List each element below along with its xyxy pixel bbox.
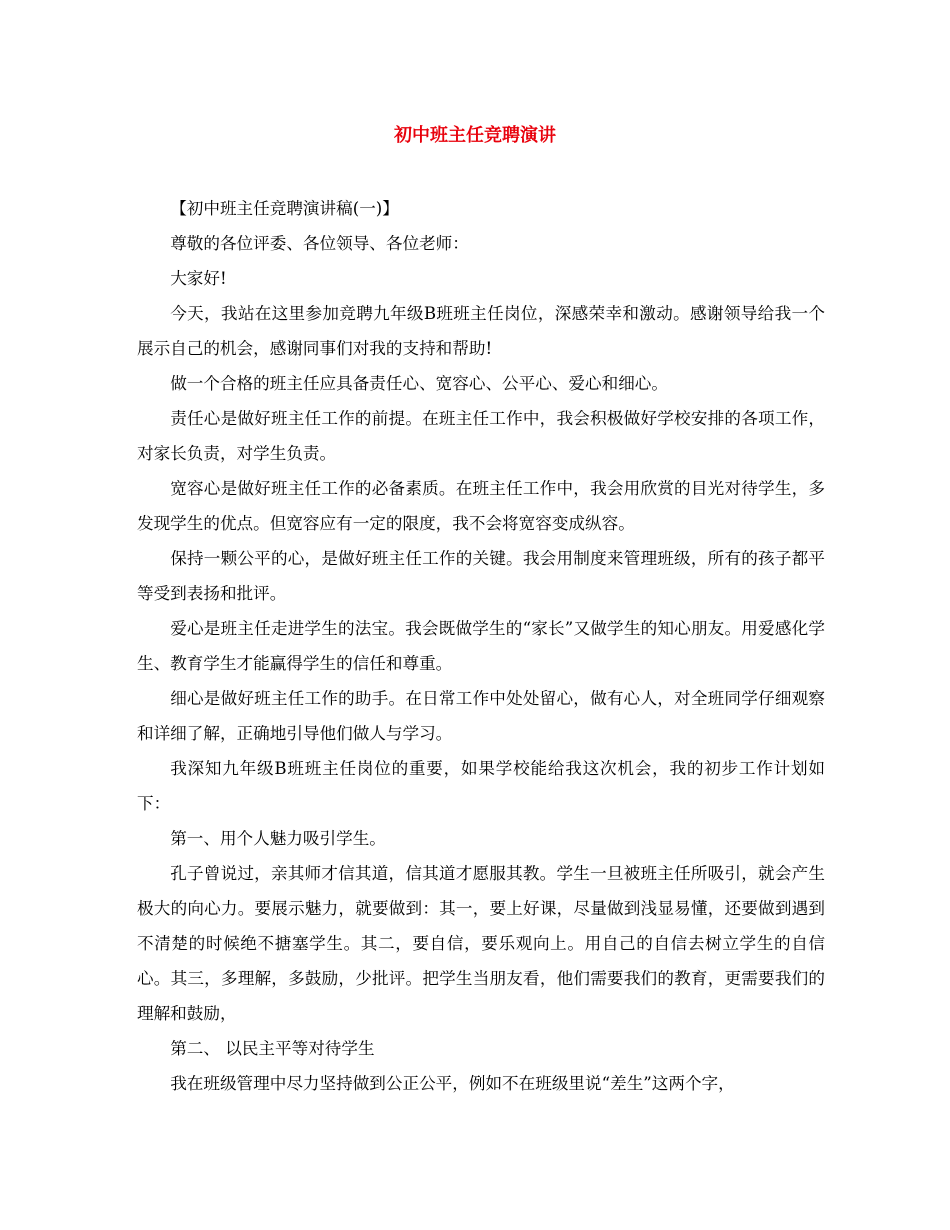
paragraph: 责任心是做好班主任工作的前提。在班主任工作中，我会积极做好学校安排的各项工作，对家长负责，对学生负责。 — [137, 409, 825, 463]
paragraph: 我在班级管理中尽力坚持做到公正公平，例如不在班级里说“差生”这两个字， — [170, 1074, 735, 1093]
paragraph: 我深知九年级B班班主任岗位的重要，如果学校能给我这次机会，我的初步工作计划如下： — [137, 759, 825, 813]
paragraph-salutation: 尊敬的各位评委、各位领导、各位老师： — [170, 234, 469, 253]
section-heading: 第二、 以民主平等对待学生 — [170, 1039, 375, 1058]
document-body — [137, 191, 825, 1101]
paragraph: 做一个合格的班主任应具备责任心、宽容心、公平心、爱心和细心。 — [170, 374, 668, 393]
paragraph: 爱心是班主任走进学生的法宝。我会既做学生的“家长”又做学生的知心朋友。用爱感化学生、教育学生才能赢得学生的信任和尊重。 — [137, 619, 825, 673]
paragraph-greeting: 大家好! — [170, 269, 227, 288]
document-title: 初中班主任竞聘演讲 — [394, 125, 556, 146]
paragraph: 保持一颗公平的心，是做好班主任工作的关键。我会用制度来管理班级，所有的孩子都平等受到表扬和批评。 — [137, 549, 825, 603]
paragraph: 细心是做好班主任工作的助手。在日常工作中处处留心，做有心人，对全班同学仔细观察和详细了解，正确地引导他们做人与学习。 — [137, 689, 825, 743]
paragraph: 孔子曾说过，亲其师才信其道，信其道才愿服其教。学生一旦被班主任所吸引，就会产生极大的向心力。要展示魅力，就要做到：其一，要上好课，尽量做到浅显易懂，还要做到遇到不清楚的时候绝不搪塞学生。其二，要自信，要乐观向上。用自己的自信去树立学生的自信心。其三，多理解，多鼓励，少批评。把学生当朋友看，他们需要我们的教育，更需要我们的理解和鼓励， — [137, 864, 825, 1023]
paragraph-heading: 【初中班主任竞聘演讲稿(一)】 — [170, 199, 399, 218]
paragraph: 今天，我站在这里参加竞聘九年级B班班主任岗位，深感荣幸和激动。感谢领导给我一个展示自己的机会，感谢同事们对我的支持和帮助! — [137, 304, 825, 358]
paragraph: 宽容心是做好班主任工作的必备素质。在班主任工作中，我会用欣赏的目光对待学生，多发现学生的优点。但宽容应有一定的限度，我不会将宽容变成纵容。 — [137, 479, 825, 533]
section-heading: 第一、用个人魅力吸引学生。 — [170, 829, 386, 848]
